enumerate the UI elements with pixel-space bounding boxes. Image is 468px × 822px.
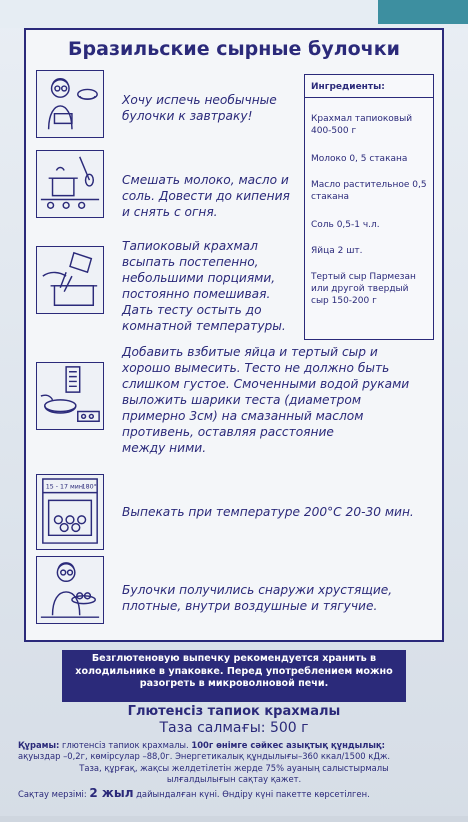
step-text: Булочки получились снаружи хрустящие, плотные, внутри воздушные и тягучие. <box>122 583 393 613</box>
ingredient-item: Соль 0,5-1 ч.л. <box>311 220 380 230</box>
step-text: Выпекать при температуре 200°С 20-30 мин. <box>122 505 414 519</box>
step-text: Смешать молоко, масло и соль. Довести до кипения и снять с огня. <box>122 173 290 219</box>
ingredient-item: Масло растительное 0,5 стакана <box>311 180 427 202</box>
kz-expiry-value: 2 жыл <box>89 786 134 800</box>
ingredient-item: Тертый сыр Пармезан или другой твердый сыр 150-200 г <box>311 272 416 306</box>
ingredient-item: Молоко 0, 5 стакана <box>311 154 408 164</box>
ingredients-header: Ингредиенты: <box>305 75 433 98</box>
package-fold <box>0 816 468 822</box>
kz-product-title: Глютенсіз тапиок крахмалы <box>127 704 341 719</box>
ingredient-item: Крахмал тапиоковый 400-500 г <box>311 114 413 136</box>
kz-composition-text: глютенсіз тапиок крахмалы. <box>59 740 192 750</box>
grating-cheese-icon <box>36 362 104 430</box>
kz-composition-line <box>18 740 450 751</box>
step-text: Хочу испечь необычные булочки к завтраку! <box>122 93 277 123</box>
step-text: Тапиоковый крахмал всыпать постепенно, небольшими порциями, постоянно помешивая. Дать тесту остыть до комнатной температуры. <box>122 239 286 333</box>
kz-storage-line: Таза, құрғақ, жақсы желдетілетін жерде 75% ауаның салыстырмалы <box>79 763 389 773</box>
oven-icon <box>36 474 104 550</box>
oven-time-label: 15 - 17 мин <box>45 483 84 491</box>
kz-composition-label: Құрамы: <box>18 740 60 750</box>
ingredients-box <box>304 74 434 340</box>
ingredient-item: Яйца 2 шт. <box>311 246 363 256</box>
top-band <box>0 0 468 28</box>
kz-expiry-line <box>18 786 450 801</box>
recipe-title: Бразильские сырные булочки <box>68 38 400 60</box>
kz-storage-line: ылғалдылығын сақтау қажет. <box>166 774 302 784</box>
kz-nutrition-label: 100г өнімге сәйкес азықтық құндылық: <box>191 740 385 750</box>
kz-nutrition-text: ақуыздар –0,2г, көмірсулар –88,0г. Энергетикалық құндылығы–360 ккал/1500 кДж. <box>18 751 391 761</box>
recipe-card <box>24 28 444 642</box>
step-text: Добавить взбитые яйца и тертый сыр и хорошо вымесить. Тесто не должно быть слишком густое. Смоченными водой руками выложить шарики теста (диаметром примерно 3см) на смазанный маслом противень, оставляя расстояние между ними. <box>122 345 410 455</box>
stove-pot-icon <box>36 150 104 218</box>
teal-stripe <box>378 0 468 24</box>
kz-expiry-suffix: дайындалған күні. Өндіру күні пакетте көрсетілген. <box>133 789 370 799</box>
woman-serving-icon <box>36 556 104 624</box>
kz-expiry-prefix: Сақтау мерзімі: <box>18 789 90 799</box>
storage-note: Безглютеновую выпечку рекомендуется хранить в холодильнике в упаковке. Перед употреблением можно разогреть в микроволновой печи. <box>62 650 406 702</box>
woman-with-book-icon <box>36 70 104 138</box>
pouring-starch-icon <box>36 246 104 314</box>
oven-temp-label: 180° <box>81 483 97 491</box>
kz-net-weight: Таза салмағы: 500 г <box>159 720 309 736</box>
